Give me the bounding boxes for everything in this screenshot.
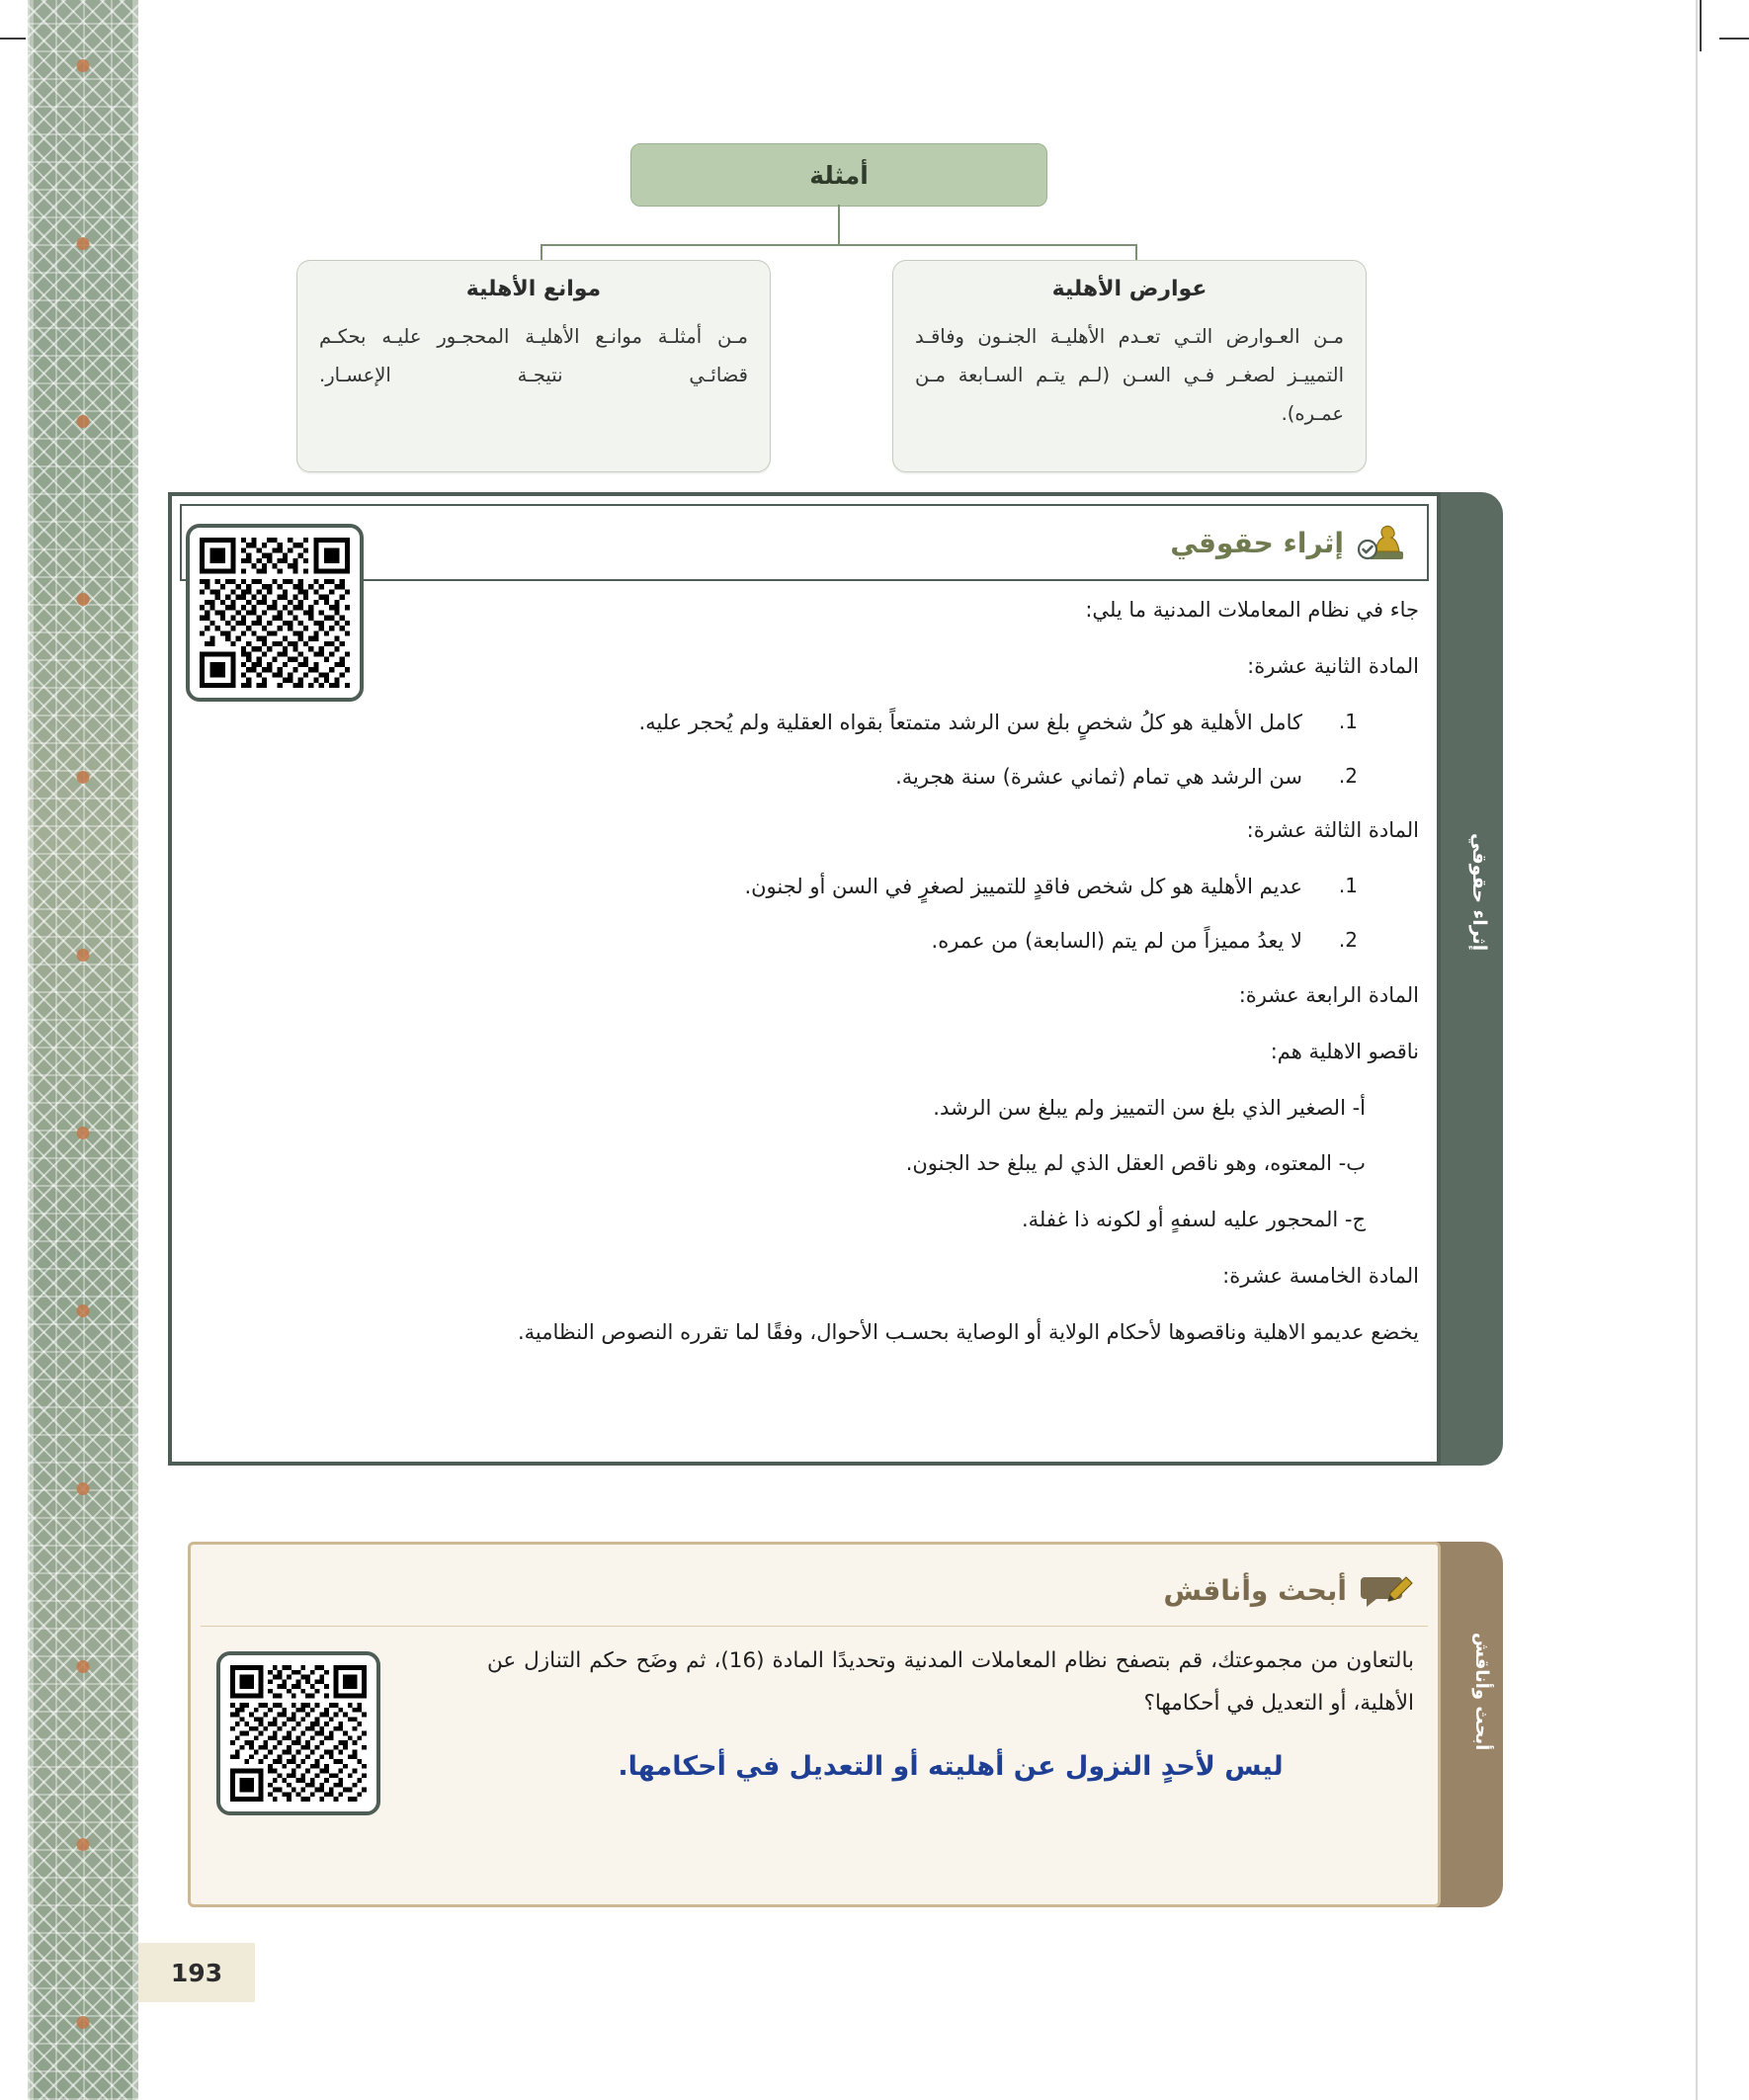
- article-heading-15: المادة الخامسة عشرة:: [1222, 1264, 1419, 1289]
- enrichment-body: [190, 591, 1419, 1450]
- flow-connector-vertical-root: [838, 205, 840, 244]
- ornament-dot: [77, 2016, 90, 2029]
- pen-icon: [1361, 1567, 1414, 1613]
- article-item-number: 1.: [1338, 709, 1358, 733]
- discuss-title: أبحث وأناقش: [1163, 1573, 1347, 1607]
- enrichment-section: [168, 492, 1502, 1466]
- flow-connector-horizontal: [541, 244, 1137, 246]
- ornament-dot: [77, 237, 90, 250]
- article-item-number: 2.: [1338, 928, 1358, 953]
- crop-mark-top-right-v: [1700, 0, 1702, 51]
- enrichment-card: [168, 492, 1441, 1466]
- stamp-icon: [1358, 520, 1409, 565]
- ornament-dot: [77, 1304, 90, 1317]
- ornament-dot: [77, 771, 90, 784]
- ornament-dot: [77, 1482, 90, 1495]
- enrichment-header: [180, 504, 1429, 581]
- crop-mark-right-edge: [1696, 0, 1698, 2100]
- article-item: [190, 922, 1419, 961]
- discuss-answer: ليس لأحدٍ النزول عن أهليته أو التعديل في أحكامها.: [618, 1751, 1284, 1782]
- article-item: [190, 868, 1419, 906]
- qr-code-enrichment[interactable]: [186, 524, 364, 702]
- flowchart-node-text: مـن أمثلـة موانـع الأهليـة المحجـور عليـه بحكـم قضائـي نتيجـة الإعسـار.: [319, 325, 748, 386]
- article-heading-14: المادة الرابعة عشرة:: [1238, 982, 1419, 1007]
- discuss-side-tab-label: أبحث وأناقش: [1471, 1633, 1492, 1751]
- article-item-number: 2.: [1338, 763, 1358, 788]
- crop-mark-top-left-h: [0, 38, 26, 40]
- article-item-text: كامل الأهلية هو كلُ شخصٍ بلغ سن الرشد متمتعاً بقواه العقلية ولم يُحجر عليه.: [638, 710, 1302, 734]
- discuss-card: [188, 1542, 1441, 1907]
- decorative-border-strip: [28, 0, 138, 2100]
- ornament-dot: [77, 1127, 90, 1139]
- article-item-number: 1.: [1338, 874, 1358, 898]
- enrichment-side-tab-label: إثراء حقوقي: [1468, 833, 1490, 952]
- ornament-dot: [77, 415, 90, 428]
- discuss-header: [201, 1554, 1428, 1627]
- article-item: [190, 704, 1419, 742]
- flowchart-node-title: عوارض الأهلية: [1051, 277, 1208, 301]
- flowchart-node-mawani: [296, 260, 771, 472]
- ornament-dot: [77, 1660, 90, 1673]
- ornament-dot: [77, 949, 90, 962]
- page-gutter: [138, 0, 160, 2100]
- discuss-body: [487, 1639, 1414, 1794]
- article-heading-13: المادة الثالثة عشرة:: [1246, 818, 1419, 843]
- article-lead-14: ناقصو الاهلية هم:: [1270, 1039, 1419, 1063]
- flowchart-node-awarid: [892, 260, 1367, 472]
- article-paragraph-15: يخضع عديمو الاهلية وناقصوها لأحكام الولاية أو الوصاية بحسـب الأحوال، وفقًا لما تقرره النصوص النظامية.: [517, 1319, 1419, 1344]
- flowchart-root-node: أمثلة: [630, 143, 1047, 207]
- flowchart-node-text: مـن العـوارض التـي تعـدم الأهليـة الجنـون وفاقـد التمييـز لصغـر فـي السـن (لـم يتـم السـابعة مـن عمـره).: [915, 325, 1344, 425]
- ornament-dot: [77, 1838, 90, 1851]
- article-item-text: عديم الأهلية هو كل شخص فاقدٍ للتمييز لصغرٍ في السن أو لجنون.: [744, 875, 1302, 899]
- article-line-b: ب- المعتوه، وهو ناقص العقل الذي لم يبلغ حد الجنون.: [905, 1151, 1366, 1176]
- crop-mark-top-right-h: [1719, 38, 1749, 40]
- page-number: [138, 1943, 255, 2002]
- page-number-value: 193: [170, 1958, 223, 1987]
- discuss-question: بالتعاون من مجموعتك، قم بتصفح نظام المعاملات المدنية وتحديدًا المادة (16)، ثم وضَح حكم التنازل عن الأهلية، أو التعديل في أحكامها؟: [487, 1648, 1415, 1716]
- article-item-text: سن الرشد هي تمام (ثماني عشرة) سنة هجرية.: [895, 764, 1302, 789]
- strip-edge-left: [28, 0, 34, 2100]
- qr-code-discuss[interactable]: [216, 1651, 380, 1815]
- article-line-a: أ- الصغير الذي بلغ سن التمييز ولم يبلغ سن الرشد.: [933, 1095, 1366, 1120]
- article-item-text: لا يعدُ مميزاً من لم يتم (السابعة) من عمره.: [931, 929, 1302, 954]
- ornament-dot: [77, 593, 90, 606]
- enrichment-title: إثراء حقوقي: [1170, 526, 1344, 559]
- article-item: [190, 758, 1419, 797]
- flowchart-node-title: موانع الأهلية: [465, 277, 602, 301]
- ornament-dot: [77, 59, 90, 72]
- article-line-c: ج- المحجور عليه لسفهٍ أو لكونه ذا غفلة.: [1021, 1208, 1366, 1232]
- article-heading-12: المادة الثانية عشرة:: [1247, 653, 1419, 678]
- enrichment-intro: جاء في نظام المعاملات المدنية ما يلي:: [1085, 598, 1419, 622]
- discuss-section: [188, 1542, 1502, 1907]
